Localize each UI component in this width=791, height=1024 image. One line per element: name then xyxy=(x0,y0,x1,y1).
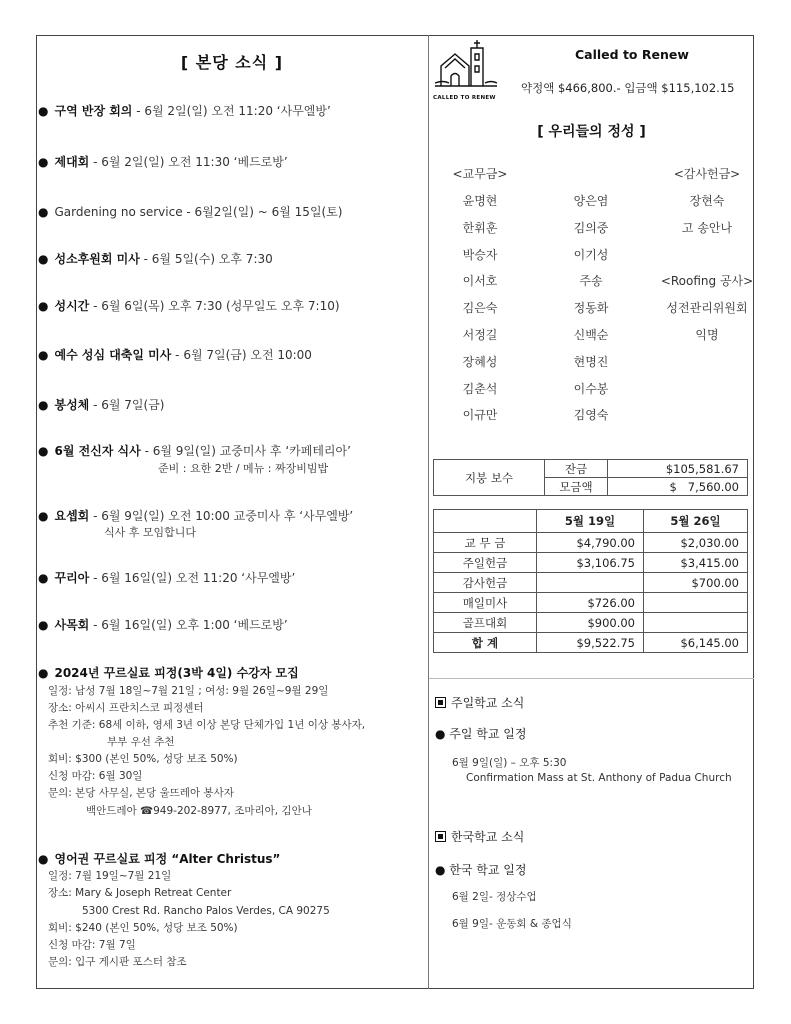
donor-name: 양은염 xyxy=(573,194,609,208)
church-icon xyxy=(433,38,499,90)
donor-name: 김춘석 xyxy=(462,382,498,396)
cursillo-line: 문의: 본당 사무실, 본당 울뜨레아 봉사자 xyxy=(48,787,234,799)
donor-name: 성전관리위원회 xyxy=(666,301,748,315)
offering-title: [ 우리들의 정성 ] xyxy=(537,124,646,140)
raised-label: 모금액 xyxy=(545,478,608,496)
donor-name: 김영숙 xyxy=(573,408,609,422)
table-header-may26: 5월 26일 xyxy=(644,510,748,533)
donor-name: 김은숙 xyxy=(462,301,498,315)
news-item: ● 봉성체 - 6월 7일(금) xyxy=(38,398,165,412)
alter-line: 신청 마감: 7월 7일 xyxy=(48,939,136,951)
alter-christus-heading: ● 영어권 꾸르실료 피정 “Alter Christus” xyxy=(38,852,281,866)
news-item-sub: 준비 : 요한 2반 / 메뉴 : 짜장비빔밥 xyxy=(158,462,329,475)
logo-text: CALLED TO RENEW xyxy=(433,95,496,101)
donor-name: 윤명현 xyxy=(462,194,498,208)
news-item: ● 6월 전신자 식사 - 6월 9일(일) 교중미사 후 ‘카페테리아’ xyxy=(38,444,351,458)
sunday-school-line: 6월 9일(일) – 오후 5:30 xyxy=(452,757,567,769)
donor-name: 정동화 xyxy=(573,301,609,315)
weekly-offering-table xyxy=(433,509,748,653)
cursillo-line: 부부 우선 추천 xyxy=(107,736,175,748)
news-item-sub: 식사 후 모임합니다 xyxy=(104,526,197,539)
thanks-heading: <감사헌금> xyxy=(673,167,741,181)
donor-name: 현명진 xyxy=(573,355,609,369)
sunday-school-line: Confirmation Mass at St. Anthony of Padua Church xyxy=(466,772,732,784)
table-row: 감사헌금 $700.00 xyxy=(434,573,748,593)
news-item: ● 구역 반장 회의 - 6월 2일(일) 오전 11:20 ‘사무엘방’ xyxy=(38,104,331,118)
alter-line: 장소: Mary & Joseph Retreat Center xyxy=(48,887,232,899)
campaign-title: Called to Renew xyxy=(575,47,689,62)
news-item: ● 요셉회 - 6월 9일(일) 오전 10:00 교중미사 후 ‘사무엘방’ xyxy=(38,509,354,523)
sunday-school-title: 주일학교 소식 xyxy=(435,694,524,711)
alter-line: 회비: $240 (본인 50%, 성당 보조 50%) xyxy=(48,922,238,934)
donor-name: 신백순 xyxy=(573,328,609,342)
square-bullet-icon xyxy=(435,831,446,842)
cursillo-line: 추천 기준: 68세 이하, 영세 3년 이상 본당 단체가입 1년 이상 봉사자, xyxy=(48,719,366,731)
news-item: ● 예수 성심 대축일 미사 - 6월 7일(금) 오전 10:00 xyxy=(38,348,312,362)
balance-value: $105,581.67 xyxy=(608,460,748,478)
donor-name: 한휘훈 xyxy=(462,221,498,235)
donor-name: 장혜성 xyxy=(462,355,498,369)
pledge-amounts: 약정액 $466,800.- 입금액 $115,102.15 xyxy=(521,81,735,95)
cursillo-line: 신청 마감: 6월 30일 xyxy=(48,770,143,782)
korean-school-title: 한국학교 소식 xyxy=(435,828,524,845)
cursillo-line: 장소: 아씨시 프란치스코 피정센터 xyxy=(48,702,204,714)
alter-line: 일정: 7월 19일~7월 21일 xyxy=(48,870,172,882)
cursillo-line: 일정: 남성 7월 18일~7월 21일 ; 여성: 9월 26일~9월 29일 xyxy=(48,685,329,697)
news-item: ● 사목회 - 6월 16일(일) 오후 1:00 ‘베드로방’ xyxy=(38,618,288,632)
donor-name: 김의중 xyxy=(573,221,609,235)
news-item: ● Gardening no service - 6월2일(일) ~ 6월 15일(토) xyxy=(38,205,343,219)
table-row-total: 합 계 $9,522.75 $6,145.00 xyxy=(434,633,748,653)
sunday-school-sub: ● 주일 학교 일정 xyxy=(435,727,527,741)
table-row: 골프대회 $900.00 xyxy=(434,613,748,633)
roof-repair-table xyxy=(433,459,748,496)
donor-name: 이수봉 xyxy=(573,382,609,396)
table-header-may19: 5월 19일 xyxy=(537,510,644,533)
donor-name: 박승자 xyxy=(462,248,498,262)
cursillo-heading: ● 2024년 꾸르실료 피정(3박 4일) 수강자 모집 xyxy=(38,666,299,680)
roofing-heading: <Roofing 공사> xyxy=(660,274,754,288)
korean-school-line: 6월 9일- 운동회 & 종업식 xyxy=(452,918,572,930)
section-divider xyxy=(429,678,754,679)
alter-line: 문의: 입구 게시판 포스터 참조 xyxy=(48,956,187,968)
donor-name: 익명 xyxy=(695,328,719,342)
donor-name: 이규만 xyxy=(462,408,498,422)
news-item: ● 성소후원회 미사 - 6월 5일(수) 오후 7:30 xyxy=(38,252,273,266)
donor-name: 이기성 xyxy=(573,248,609,262)
alter-line: 5300 Crest Rd. Rancho Palos Verdes, CA 90275 xyxy=(82,905,330,917)
square-bullet-icon xyxy=(435,697,446,708)
called-to-renew-logo xyxy=(433,38,499,100)
table-row: 교 무 금 $4,790.00 $2,030.00 xyxy=(434,533,748,553)
news-item: ● 성시간 - 6월 6일(목) 오후 7:30 (성무일도 오후 7:10) xyxy=(38,299,340,313)
table-header-empty xyxy=(434,510,537,533)
donor-name: 고 송안나 xyxy=(681,221,733,235)
cursillo-line: 회비: $300 (본인 50%, 성당 보조 50%) xyxy=(48,753,238,765)
table-row: 매일미사 $726.00 xyxy=(434,593,748,613)
korean-school-sub: ● 한국 학교 일정 xyxy=(435,863,527,877)
parish-news-title: [ 본당 소식 ] xyxy=(180,53,284,72)
cursillo-line: 백안드레아 ☎949-202-8977, 조마리아, 김안나 xyxy=(86,805,312,817)
news-item: ● 꾸리아 - 6월 16일(일) 오전 11:20 ‘사무엘방’ xyxy=(38,571,296,585)
donor-name: 주송 xyxy=(579,274,603,288)
table-row: 주일헌금 $3,106.75 $3,415.00 xyxy=(434,553,748,573)
donor-name: 이서호 xyxy=(462,274,498,288)
roof-repair-label: 지붕 보수 xyxy=(434,460,545,496)
raised-value: $ 7,560.00 xyxy=(608,478,748,496)
balance-label: 잔금 xyxy=(545,460,608,478)
donor-name: 장현숙 xyxy=(689,194,725,208)
kyomu-heading: <교무금> xyxy=(452,167,508,181)
donor-name: 서정길 xyxy=(462,328,498,342)
news-item: ● 제대회 - 6월 2일(일) 오전 11:30 ‘베드로방’ xyxy=(38,155,288,169)
korean-school-line: 6월 2일- 정상수업 xyxy=(452,891,537,903)
